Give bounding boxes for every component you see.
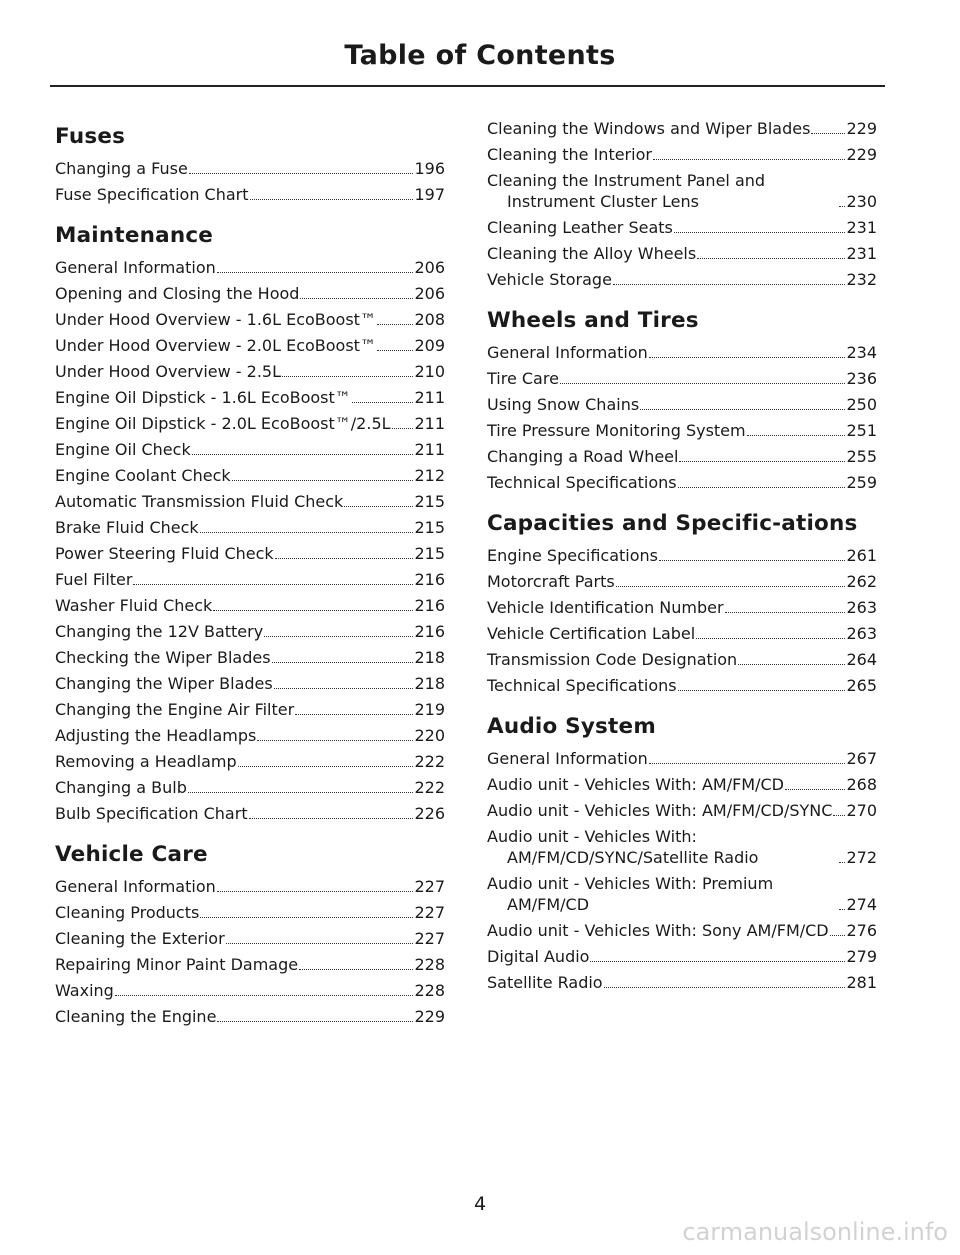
toc-entry[interactable] [55,361,445,382]
entry-page-number: 211 [414,414,445,433]
toc-entry[interactable] [55,621,445,642]
toc-entry[interactable] [55,465,445,486]
entry-page-number: 272 [846,848,877,867]
dot-leader [560,383,846,384]
toc-entry[interactable] [487,394,877,415]
toc-entry[interactable] [55,439,445,460]
entry-page-number: 230 [846,192,877,211]
title-divider [50,85,885,87]
dot-leader [299,969,413,970]
entry-title: Vehicle Certification Label [487,624,696,643]
toc-entry[interactable] [55,309,445,330]
dot-leader [257,740,413,741]
entry-page-number: 227 [414,929,445,948]
entry-page-number: 265 [846,676,877,695]
entry-page-number: 250 [846,395,877,414]
toc-section [487,308,877,493]
toc-entry[interactable] [55,335,445,356]
entry-page-number: 232 [846,270,877,289]
entry-title: Transmission Code Designation [487,650,738,669]
dot-leader [839,206,845,207]
toc-entry[interactable] [487,873,877,915]
toc-entry[interactable] [55,184,445,205]
section-heading: Capacities and Specific-ations [487,511,858,536]
toc-entry[interactable] [487,826,877,868]
dot-leader [649,763,846,764]
entry-title: Changing the 12V Battery [55,622,264,641]
toc-entry[interactable] [55,413,445,434]
toc-entry[interactable] [487,972,877,993]
dot-leader [189,173,414,174]
entry-page-number: 209 [414,336,445,355]
entry-title: Changing a Road Wheel [487,447,679,466]
toc-entry[interactable] [487,920,877,941]
entry-page-number: 206 [414,284,445,303]
toc-entry[interactable] [487,545,877,566]
dot-leader [785,789,845,790]
entry-title: Under Hood Overview - 2.5L [55,362,281,381]
section-heading: Maintenance [55,223,214,248]
entry-title: Fuel Filter [55,570,133,589]
entry-title: Cleaning the Alloy Wheels [487,244,697,263]
dot-leader [377,324,414,325]
entry-title: Removing a Headlamp [55,752,237,771]
entry-page-number: 211 [414,388,445,407]
entry-title: Changing a Fuse [55,159,188,178]
toc-entry[interactable] [55,647,445,668]
toc-section [55,124,445,205]
entry-page-number: 281 [846,973,877,992]
toc-entry[interactable] [55,954,445,975]
toc-entry[interactable] [55,1006,445,1027]
entry-page-number: 196 [414,159,445,178]
dot-leader [649,357,846,358]
entry-title: Under Hood Overview - 1.6L EcoBoost™ [55,310,376,329]
entry-title: Cleaning the Exterior [55,929,225,948]
entry-title: Power Steering Fluid Check [55,544,274,563]
entry-page-number: 229 [846,145,877,164]
dot-leader [697,258,845,259]
toc-entry[interactable] [487,623,877,644]
entry-page-number: 218 [414,648,445,667]
dot-leader [747,435,846,436]
entry-title: General Information [55,877,216,896]
entry-page-number: 218 [414,674,445,693]
toc-entry[interactable] [487,597,877,618]
watermark: carmanualsonline.info [682,1218,948,1246]
entry-page-number: 263 [846,624,877,643]
entry-page-number: 216 [414,622,445,641]
toc-entry[interactable] [55,517,445,538]
toc-entry[interactable] [487,217,877,238]
toc-entry[interactable] [55,902,445,923]
dot-leader [590,961,845,962]
entry-title: Audio unit - Vehicles With: AM/FM/CD [487,775,784,794]
entry-title: Vehicle Identification Number [487,598,724,617]
dot-leader [232,480,414,481]
toc-section [487,511,877,696]
dot-leader [811,133,845,134]
dot-leader [200,532,414,533]
toc-column-right [487,118,877,1011]
dot-leader [377,350,414,351]
entry-title: Changing the Wiper Blades [55,674,273,693]
toc-entry[interactable] [487,170,877,212]
entry-page-number: 274 [846,895,877,914]
toc-column-left [55,118,445,1045]
entry-title: Adjusting the Headlamps [55,726,257,745]
entry-page-number: 215 [414,492,445,511]
dot-leader [275,558,414,559]
entry-title: Audio unit - Vehicles With: Sony AM/FM/CD [487,921,829,940]
dot-leader [352,402,414,403]
toc-entry[interactable] [55,158,445,179]
entry-page-number: 236 [846,369,877,388]
entry-title: Audio unit - Vehicles With: AM/FM/CD/SYNC/Satellite Radio [487,827,759,867]
entry-title: Technical Specifications [487,676,677,695]
dot-leader [282,376,413,377]
entry-page-number: 208 [414,310,445,329]
entry-page-number: 261 [846,546,877,565]
entry-title: Tire Care [487,369,559,388]
page-title: Table of Contents [344,40,616,71]
toc-entry[interactable] [55,569,445,590]
toc-entry[interactable] [55,595,445,616]
toc-entry[interactable] [55,725,445,746]
entry-title: Audio unit - Vehicles With: Premium AM/FM/CD [487,874,774,914]
entry-page-number: 229 [846,119,877,138]
toc-entry[interactable] [487,243,877,264]
dot-leader [678,487,846,488]
dot-leader [250,199,414,200]
dot-leader [238,766,414,767]
entry-title: Motorcraft Parts [487,572,615,591]
dot-leader [226,943,414,944]
dot-leader [217,891,414,892]
dot-leader [678,690,846,691]
toc-entry[interactable] [487,472,877,493]
entry-title: Bulb Specification Chart [55,804,248,823]
dot-leader [188,792,414,793]
entry-page-number: 264 [846,650,877,669]
entry-title: Washer Fluid Check [55,596,213,615]
toc-entry[interactable] [55,777,445,798]
dot-leader [738,664,845,665]
toc-entry[interactable] [55,980,445,1001]
toc-entry[interactable] [487,342,877,363]
dot-leader [300,298,413,299]
toc-entry[interactable] [55,928,445,949]
entry-page-number: 268 [846,775,877,794]
entry-page-number: 263 [846,598,877,617]
section-heading: Fuses [55,124,126,149]
entry-title: Cleaning Leather Seats [487,218,673,237]
entry-page-number: 222 [414,752,445,771]
entry-page-number: 262 [846,572,877,591]
toc-section [487,118,877,290]
toc-entry[interactable] [487,118,877,139]
toc-entry[interactable] [487,675,877,696]
dot-leader [272,662,414,663]
entry-title: Automatic Transmission Fluid Check [55,492,344,511]
dot-leader [217,272,414,273]
entry-title: Cleaning the Windows and Wiper Blades [487,119,811,138]
entry-page-number: 231 [846,218,877,237]
entry-page-number: 197 [414,185,445,204]
dot-leader [295,714,413,715]
toc-entry[interactable] [487,748,877,769]
page-number: 4 [473,1193,487,1215]
dot-leader [839,909,845,910]
entry-page-number: 212 [414,466,445,485]
dot-leader [613,284,846,285]
dot-leader [344,506,413,507]
dot-leader [192,454,414,455]
entry-title: Brake Fluid Check [55,518,199,537]
entry-title: General Information [55,258,216,277]
entry-page-number: 270 [846,801,877,820]
entry-page-number: 216 [414,570,445,589]
entry-page-number: 229 [414,1007,445,1026]
entry-title: Under Hood Overview - 2.0L EcoBoost™ [55,336,376,355]
dot-leader [839,862,845,863]
toc-entry[interactable] [487,571,877,592]
entry-title: Changing the Engine Air Filter [55,700,295,719]
dot-leader [830,935,846,936]
toc-entry[interactable] [487,368,877,389]
toc-section [55,223,445,824]
entry-title: Repairing Minor Paint Damage [55,955,299,974]
entry-title: Engine Specifications [487,546,658,565]
entry-title: Checking the Wiper Blades [55,648,271,667]
dot-leader [249,818,414,819]
dot-leader [392,428,414,429]
toc-entry[interactable] [55,803,445,824]
toc-entry[interactable] [487,144,877,165]
toc-entry[interactable] [487,446,877,467]
toc-entry[interactable] [487,946,877,967]
entry-page-number: 276 [846,921,877,940]
dot-leader [659,560,845,561]
entry-title: Engine Coolant Check [55,466,231,485]
dot-leader [674,232,846,233]
entry-page-number: 219 [414,700,445,719]
entry-title: Cleaning the Instrument Panel and Instrument Cluster Lens [487,171,766,211]
dot-leader [200,917,413,918]
entry-page-number: 228 [414,955,445,974]
entry-title: Fuse Specification Chart [55,185,249,204]
entry-page-number: 206 [414,258,445,277]
dot-leader [115,995,414,996]
entry-page-number: 231 [846,244,877,263]
dot-leader [217,1021,413,1022]
entry-page-number: 226 [414,804,445,823]
entry-title: Opening and Closing the Hood [55,284,300,303]
toc-entry[interactable] [487,649,877,670]
toc-entry[interactable] [487,800,877,821]
entry-page-number: 220 [414,726,445,745]
entry-page-number: 211 [414,440,445,459]
toc-entry[interactable] [55,257,445,278]
toc-entry[interactable] [487,420,877,441]
toc-entry[interactable] [55,673,445,694]
entry-title: Audio unit - Vehicles With: AM/FM/CD/SYNC [487,801,833,820]
entry-title: Engine Oil Check [55,440,191,459]
dot-leader [133,584,413,585]
entry-page-number: 216 [414,596,445,615]
entry-title: Tire Pressure Monitoring System [487,421,746,440]
section-heading: Wheels and Tires [487,308,699,333]
entry-page-number: 251 [846,421,877,440]
entry-title: Engine Oil Dipstick - 1.6L EcoBoost™ [55,388,351,407]
toc-entry[interactable] [55,876,445,897]
entry-title: Technical Specifications [487,473,677,492]
entry-title: Vehicle Storage [487,270,612,289]
entry-page-number: 210 [414,362,445,381]
dot-leader [696,638,845,639]
entry-page-number: 234 [846,343,877,362]
dot-leader [604,987,846,988]
dot-leader [616,586,846,587]
entry-title: Cleaning the Engine [55,1007,217,1026]
entry-title: Engine Oil Dipstick - 2.0L EcoBoost™/2.5L [55,414,391,433]
toc-section [487,714,877,993]
entry-title: Using Snow Chains [487,395,640,414]
toc-entry[interactable] [55,283,445,304]
entry-page-number: 279 [846,947,877,966]
section-heading: Vehicle Care [55,842,208,867]
toc-entry[interactable] [55,699,445,720]
entry-page-number: 259 [846,473,877,492]
entry-page-number: 228 [414,981,445,1000]
dot-leader [653,159,846,160]
dot-leader [725,612,846,613]
entry-page-number: 255 [846,447,877,466]
entry-page-number: 227 [414,903,445,922]
entry-title: General Information [487,343,648,362]
toc-entry[interactable] [487,269,877,290]
entry-page-number: 222 [414,778,445,797]
toc-entry[interactable] [487,774,877,795]
entry-page-number: 215 [414,544,445,563]
entry-page-number: 267 [846,749,877,768]
entry-title: Satellite Radio [487,973,603,992]
section-heading: Audio System [487,714,656,739]
dot-leader [833,815,845,816]
toc-entry[interactable] [55,387,445,408]
toc-entry[interactable] [55,543,445,564]
entry-title: Waxing [55,981,114,1000]
entry-title: Cleaning Products [55,903,200,922]
entry-title: Cleaning the Interior [487,145,652,164]
entry-page-number: 215 [414,518,445,537]
entry-title: Digital Audio [487,947,590,966]
entry-page-number: 227 [414,877,445,896]
dot-leader [264,636,413,637]
dot-leader [679,461,845,462]
toc-entry[interactable] [55,751,445,772]
toc-entry[interactable] [55,491,445,512]
dot-leader [640,409,845,410]
toc-section [55,842,445,1027]
entry-title: General Information [487,749,648,768]
entry-title: Changing a Bulb [55,778,187,797]
dot-leader [274,688,414,689]
dot-leader [213,610,413,611]
